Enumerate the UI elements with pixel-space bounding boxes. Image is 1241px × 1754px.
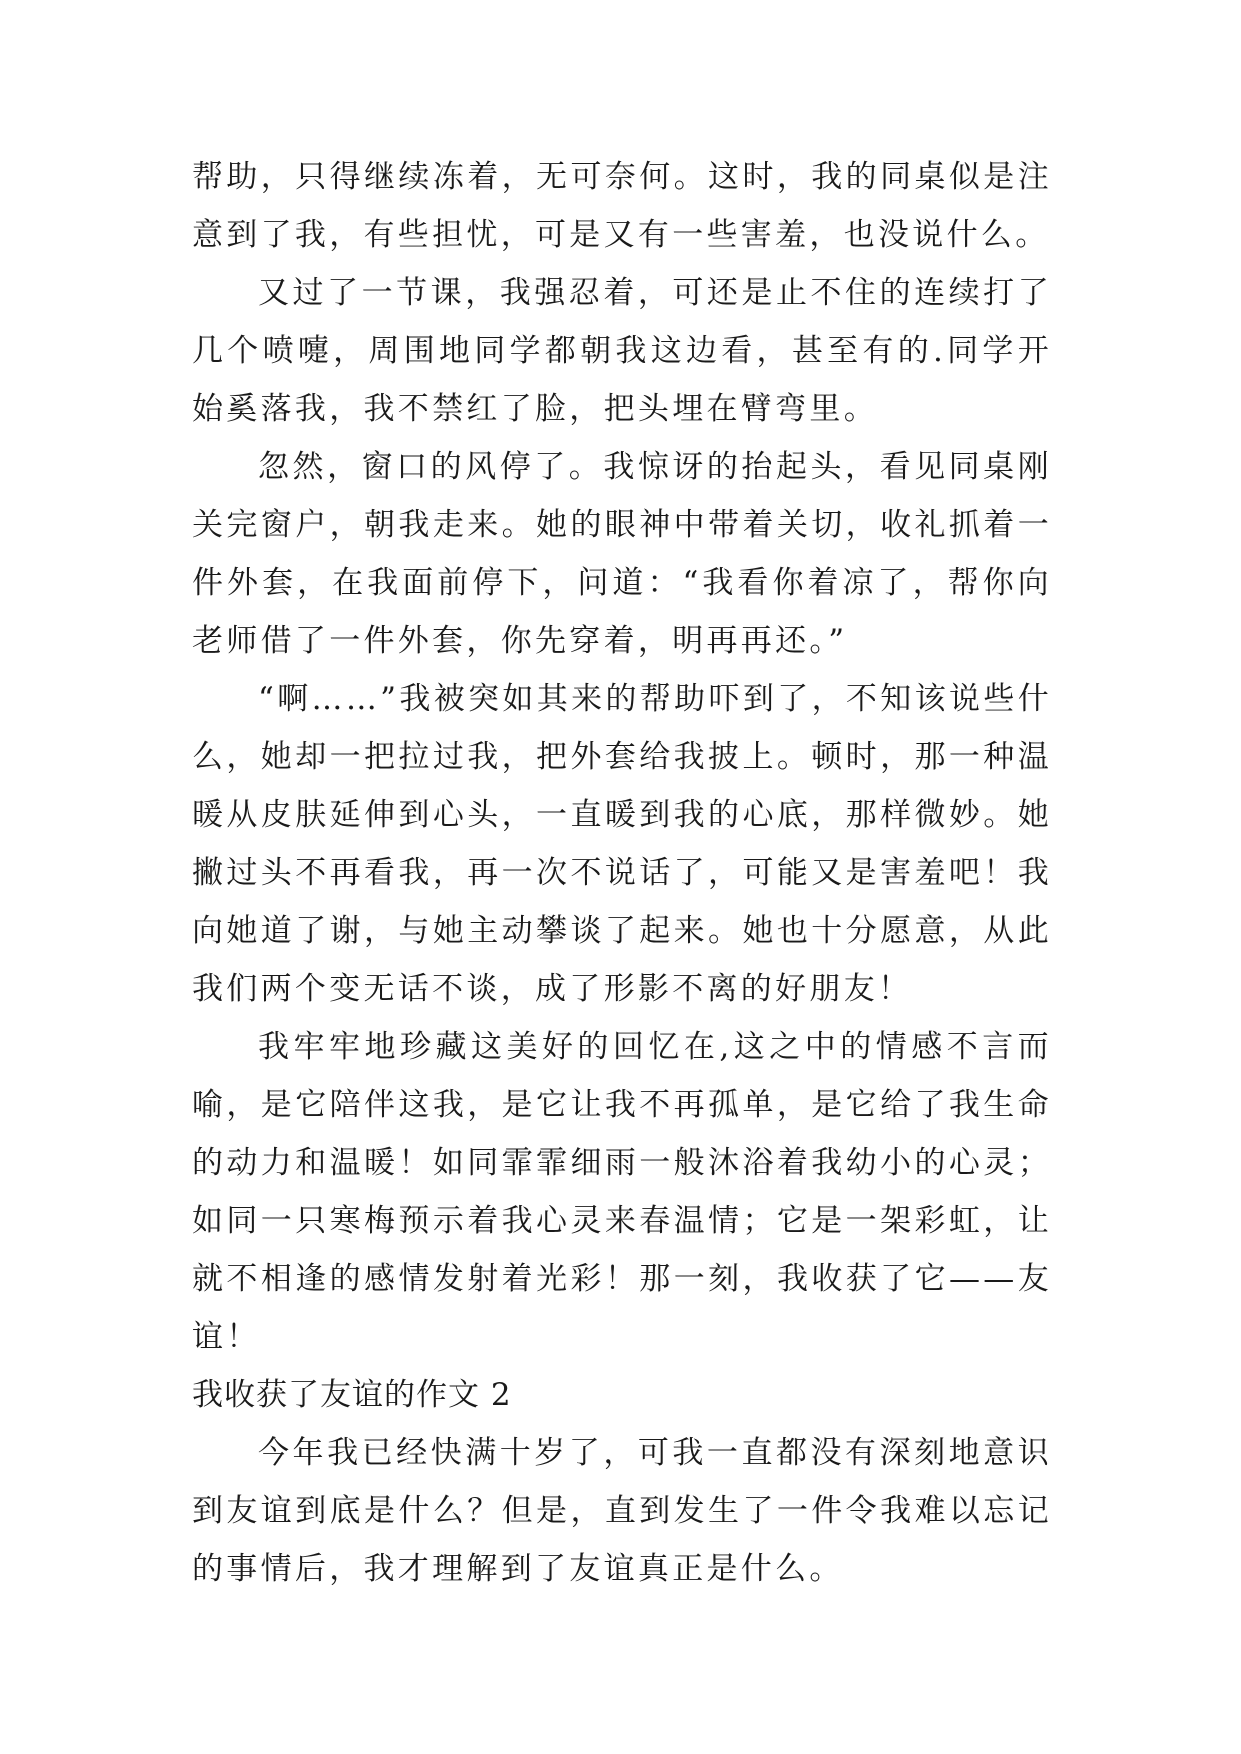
section-heading: 我收获了友谊的作文 2 bbox=[192, 1377, 512, 1413]
document-body bbox=[192, 148, 1052, 1598]
paragraph-3: 忽然，窗口的风停了。我惊讶的抬起头，看见同桌刚关完窗户，朝我走来。她的眼神中带着关切，收礼抓着一件外套，在我面前停下，问道：“我看你着凉了，帮你向老师借了一件外套，你先穿着，明再再还。” bbox=[192, 449, 1052, 659]
paragraph-4: “啊……”我被突如其来的帮助吓到了，不知该说些什么，她却一把拉过我，把外套给我披上。顿时，那一种温暖从皮肤延伸到心头，一直暖到我的心底，那样微妙。她撇过头不再看我，再一次不说话了，可能又是害羞吧！我向她道了谢，与她主动攀谈了起来。她也十分愿意，从此我们两个变无话不谈，成了形影不离的好朋友！ bbox=[192, 681, 1052, 1007]
paragraph-5: 我牢牢地珍藏这美好的回忆在,这之中的情感不言而喻，是它陪伴这我，是它让我不再孤单，是它给了我生命的动力和温暖！如同霏霏细雨一般沐浴着我幼小的心灵；如同一只寒梅预示着我心灵来春温情；它是一架彩虹，让就不相逢的感情发射着光彩！那一刻，我收获了它——友谊！ bbox=[192, 1029, 1052, 1355]
paragraph-1: 帮助，只得继续冻着，无可奈何。这时，我的同桌似是注意到了我，有些担忧，可是又有一些害羞，也没说什么。 bbox=[192, 159, 1052, 253]
paragraph-6: 今年我已经快满十岁了，可我一直都没有深刻地意识到友谊到底是什么？但是，直到发生了一件令我难以忘记的事情后，我才理解到了友谊真正是什么。 bbox=[192, 1435, 1052, 1587]
paragraph-2: 又过了一节课，我强忍着，可还是止不住的连续打了几个喷嚏，周围地同学都朝我这边看，甚至有的.同学开始奚落我，我不禁红了脸，把头埋在臂弯里。 bbox=[192, 275, 1052, 427]
